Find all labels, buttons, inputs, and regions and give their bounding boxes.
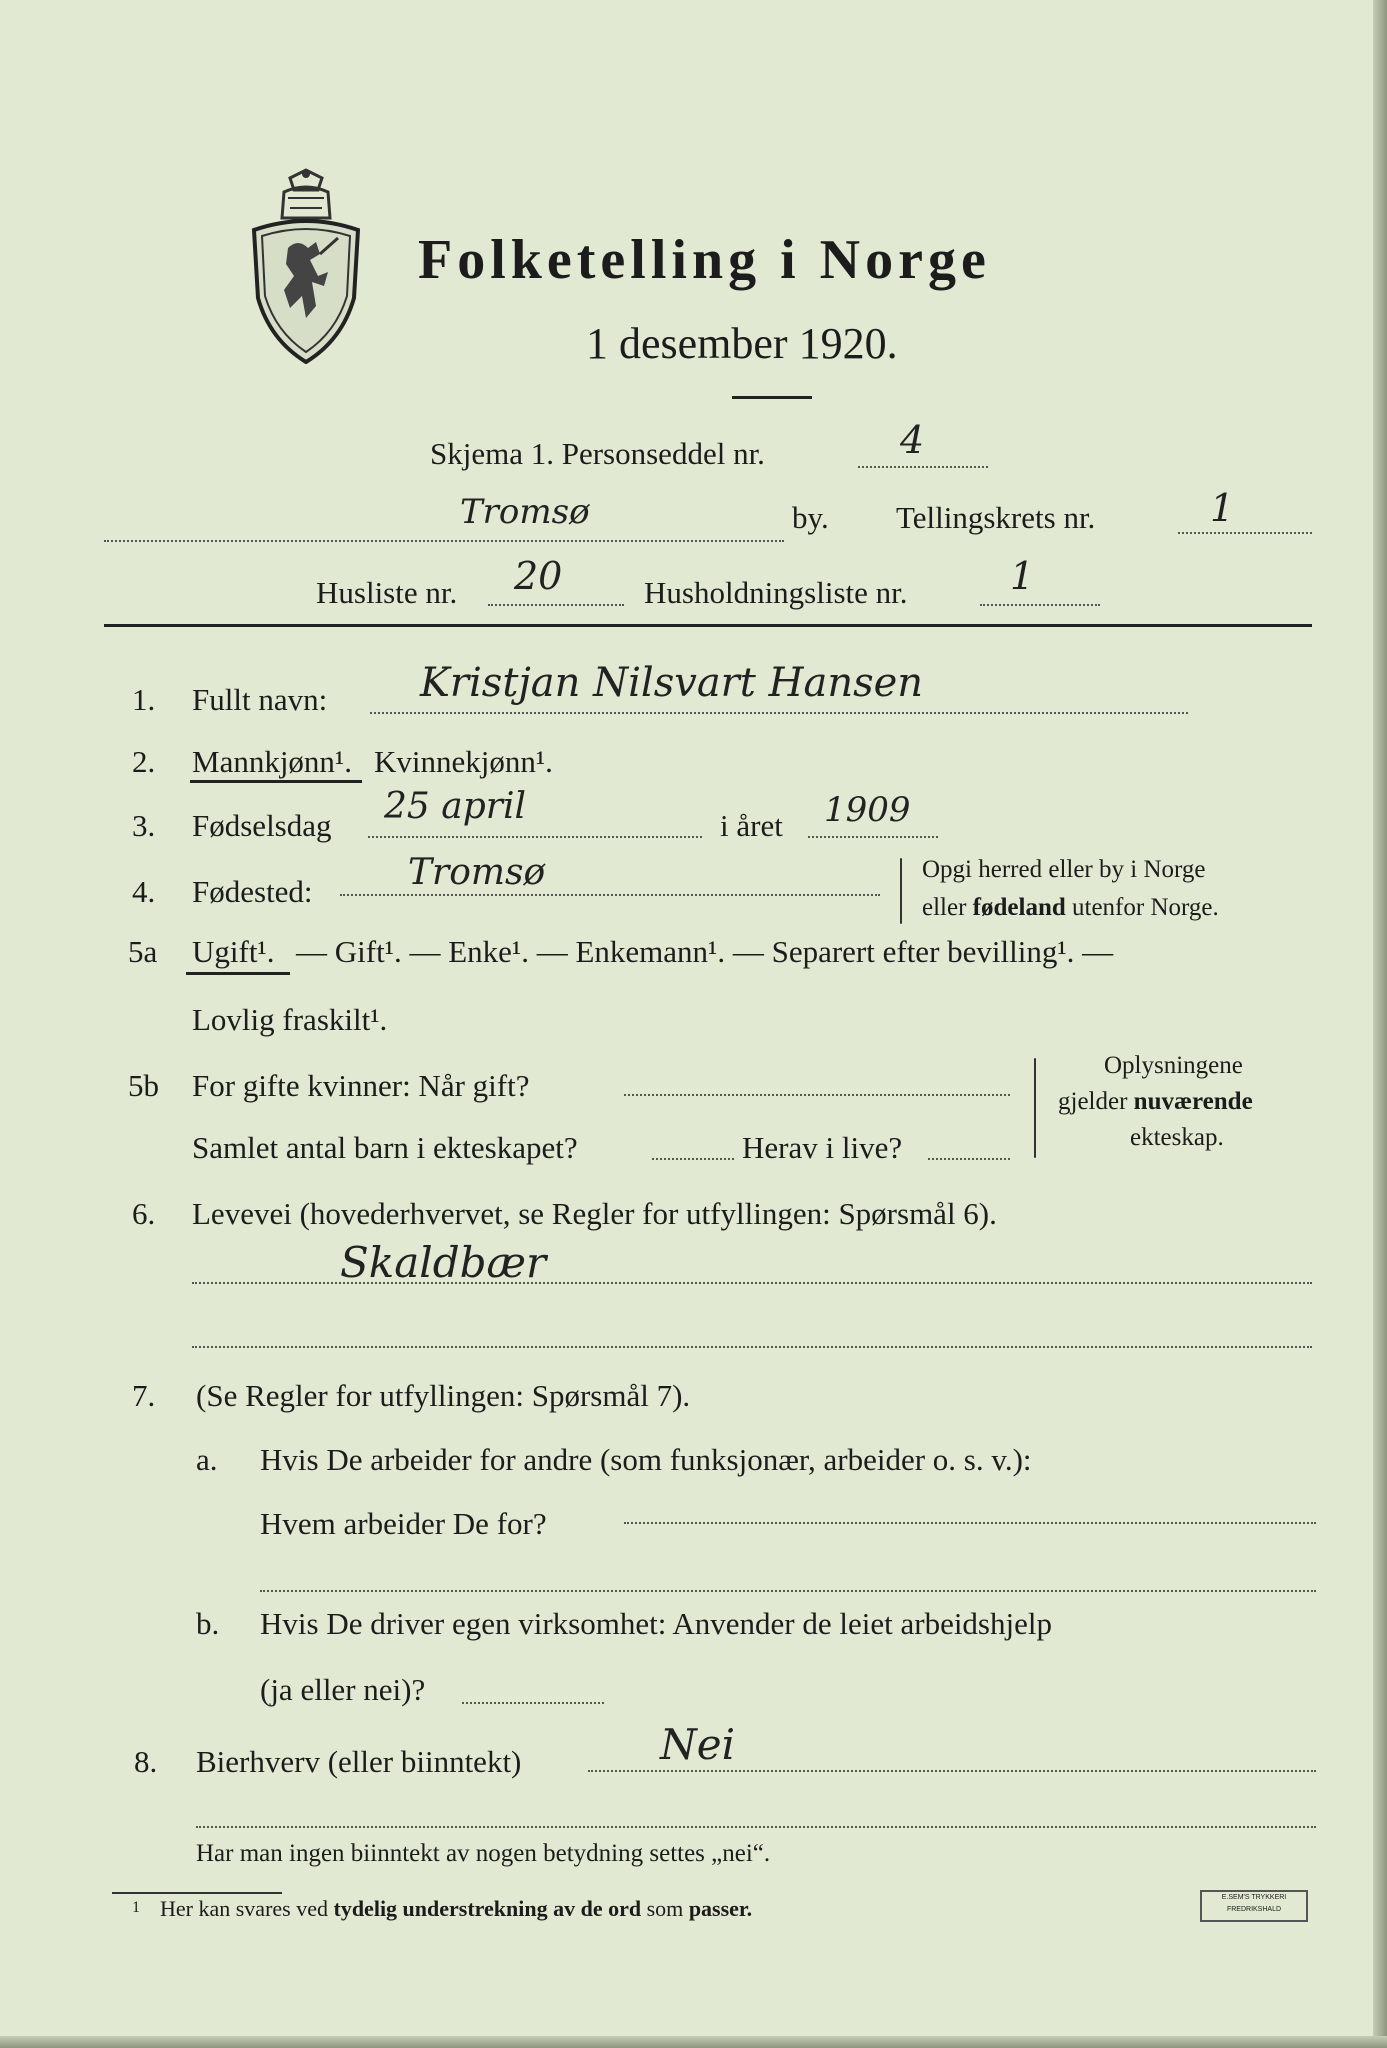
tellingskrets-label: Tellingskrets nr. — [896, 500, 1096, 535]
page-edge-right — [1373, 0, 1387, 2048]
footnote-mark: 1 — [132, 1899, 140, 1916]
q8-field-line1 — [588, 1770, 1316, 1772]
q2-male-underline — [190, 780, 362, 783]
q8-label: Bierhverv (eller biinntekt) — [196, 1744, 522, 1779]
q5b-line1: For gifte kvinner: Når gift? — [192, 1068, 530, 1103]
q1-full-name: Kristjan Nilsvart Hansen — [420, 660, 924, 706]
q7a-line2: Hvem arbeider De for? — [260, 1506, 547, 1541]
q2-male: Mannkjønn¹. — [192, 744, 352, 779]
form-title: Folketelling i Norge — [418, 229, 991, 291]
q7b-field-line — [462, 1702, 604, 1704]
q8-secondary-income: Nei — [660, 1720, 736, 1769]
title-divider — [732, 396, 812, 399]
printer-stamp — [1200, 1890, 1308, 1922]
husliste-number: 20 — [514, 554, 563, 598]
q6-field-line2 — [192, 1346, 1312, 1348]
q4-note-line1: Opgi herred eller by i Norge — [922, 856, 1206, 883]
q1-number: 1. — [132, 682, 156, 717]
q5b-alive-field-line — [928, 1158, 1010, 1160]
nei-instruction: Har man ingen biinntekt av nogen betydning settes „nei“. — [196, 1840, 771, 1867]
husliste-field-line — [488, 604, 624, 606]
q5b-note-line2: gjelder nuværende — [1058, 1088, 1253, 1115]
q5b-children-label: Samlet antal barn i ekteskapet? — [192, 1130, 578, 1165]
q4-birthplace: Tromsø — [408, 852, 546, 893]
census-date: 1 desember 1920. — [586, 319, 898, 368]
q3-year-field-line — [808, 836, 938, 838]
q5b-children-field-line — [652, 1158, 734, 1160]
q5b-number: 5b — [128, 1068, 159, 1103]
norway-coat-of-arms-icon — [250, 168, 362, 364]
stamp-line1: E.SEM'S TRYKKERI — [1221, 1894, 1287, 1901]
husliste-label: Husliste nr. — [316, 575, 458, 610]
q2-number: 2. — [132, 744, 156, 779]
q2-female: Kvinnekjønn¹. — [374, 744, 553, 779]
q4-note-brace — [900, 858, 902, 924]
q5a-ugift-underline — [186, 972, 290, 975]
q1-field-line — [370, 712, 1188, 714]
q5b-note-brace — [1034, 1058, 1036, 1158]
personseddel-field-line — [858, 466, 988, 468]
city-handwritten: Tromsø — [460, 492, 590, 532]
stamp-line2: FREDRIKSHALD — [1226, 1906, 1282, 1913]
q6-occupation: Skaldbær — [340, 1238, 547, 1287]
q4-label: Fødested: — [192, 874, 313, 909]
q7a-field-line1 — [624, 1522, 1316, 1524]
q4-note-line2: eller fødeland utenfor Norge. — [922, 894, 1219, 921]
husholdning-field-line — [980, 604, 1100, 606]
q4-number: 4. — [132, 874, 156, 909]
q5b-note-line1: Oplysningene — [1104, 1052, 1243, 1079]
q7b-letter: b. — [196, 1606, 220, 1641]
q3-number: 3. — [132, 808, 156, 843]
tellingskrets-number: 1 — [1210, 486, 1235, 530]
q5a-number: 5a — [128, 934, 158, 969]
by-label: by. — [792, 500, 829, 535]
q3-birthday: 25 april — [384, 786, 526, 827]
q5a-ugift: Ugift¹. — [192, 934, 275, 969]
header-separator — [104, 624, 1312, 627]
footnote-rule — [112, 1892, 282, 1894]
q1-label: Fullt navn: — [192, 682, 328, 717]
personseddel-number: 4 — [900, 418, 925, 462]
husholdning-number: 1 — [1010, 554, 1035, 598]
q7-label: (Se Regler for utfyllingen: Spørsmål 7). — [196, 1378, 691, 1413]
q3-label: Fødselsdag — [192, 808, 332, 843]
q7a-letter: a. — [196, 1442, 218, 1477]
personseddel-label: Skjema 1. Personseddel nr. — [430, 436, 765, 471]
q8-field-line2 — [196, 1826, 1316, 1828]
q5b-alive-label: Herav i live? — [742, 1130, 903, 1165]
q3-year-label: i året — [720, 808, 783, 843]
q7-number: 7. — [132, 1378, 156, 1413]
q7a-field-line2 — [260, 1590, 1316, 1592]
q7a-line1: Hvis De arbeider for andre (som funksjonær, arbeider o. s. v.): — [260, 1442, 1032, 1477]
q3-day-field-line — [368, 836, 702, 838]
q6-number: 6. — [132, 1196, 156, 1231]
q7b-line2: (ja eller nei)? — [260, 1672, 426, 1707]
q5b-married-field-line — [624, 1094, 1010, 1096]
husholdning-label: Husholdningsliste nr. — [644, 575, 908, 610]
page-edge-bottom — [0, 2036, 1387, 2048]
q5b-note-line3: ekteskap. — [1130, 1124, 1224, 1151]
q5a-lovlig-fraskilt: Lovlig fraskilt¹. — [192, 1002, 388, 1037]
q3-birth-year: 1909 — [824, 790, 911, 830]
q6-field-line1 — [192, 1282, 1312, 1284]
q6-label: Levevei (hovederhvervet, se Regler for utfyllingen: Spørsmål 6). — [192, 1196, 997, 1231]
q8-number: 8. — [134, 1744, 158, 1779]
q5a-options: — Gift¹. — Enke¹. — Enkemann¹. — Separert efter bevilling¹. — — [296, 934, 1114, 969]
tellingskrets-field-line — [1178, 532, 1312, 534]
footnote-text: Her kan svares ved tydelig understrekning av de ord som passer. — [160, 1896, 753, 1921]
q4-field-line — [340, 894, 880, 896]
city-field-line — [104, 540, 784, 542]
q7b-line1: Hvis De driver egen virksomhet: Anvender de leiet arbeidshjelp — [260, 1606, 1052, 1641]
